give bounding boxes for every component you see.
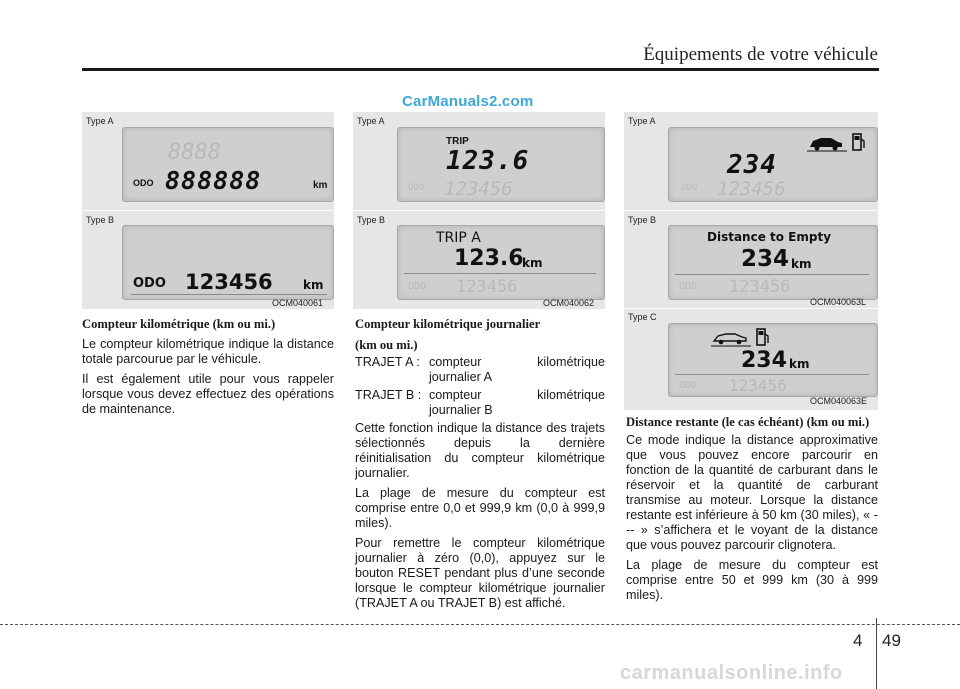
header-rule [82, 68, 879, 71]
unit-km: km [313, 180, 328, 191]
ghost-digits: 123456 [729, 376, 787, 395]
column-odometer-text [82, 316, 334, 422]
dte-title: Distance to Empty [707, 230, 832, 244]
watermark-top: CarManuals2.com [402, 93, 534, 110]
section-heading: Distance restante (le cas échéant) (km ou mi.) [626, 415, 870, 429]
figure-code-e: OCM040063E [810, 396, 868, 406]
section-heading: Compteur kilométrique journalier [355, 317, 541, 331]
car-road-icon [711, 330, 751, 348]
ghost-digits: 123456 [717, 178, 786, 200]
figure-distance-to-empty [624, 112, 878, 410]
definition-trip-a [355, 355, 605, 385]
definition-desc: compteur kilométrique journalier A [429, 355, 605, 384]
figure-code: OCM040062 [543, 298, 595, 308]
definition-term: TRAJET A : [355, 355, 420, 369]
ghost-digits: 8888 [168, 140, 221, 165]
type-a-label: Type A [357, 116, 385, 126]
ghost-digits: 123456 [729, 277, 791, 297]
paragraph: Cette fonction indique la distance des trajets sélectionnés depuis la dernière réinitialisation du compteur kilométrique journalier. [355, 421, 605, 480]
page-header-title: Équipements de votre véhicule [643, 44, 878, 65]
watermark-bottom: carmanualsonline.info [620, 662, 843, 684]
odo-label: ODO [133, 178, 154, 188]
column-dte-text [626, 414, 878, 608]
unit-km: km [791, 257, 812, 271]
figure-odometer [82, 112, 334, 309]
definition-term: TRAJET B : [355, 388, 422, 402]
lcd-odometer-type-a [122, 127, 334, 202]
ghost-odo: ODO [408, 281, 427, 292]
dte-value: 234 [741, 348, 787, 373]
dte-value: 234 [727, 150, 777, 180]
lcd-trip-type-a [397, 127, 605, 202]
unit-km: km [789, 357, 810, 371]
car-road-icon [807, 134, 847, 152]
definition-trip-b [355, 388, 605, 418]
lcd-dte-type-b [668, 225, 878, 300]
column-trip-text [355, 316, 605, 616]
figure-code: OCM040061 [272, 298, 324, 308]
type-a-label: Type A [628, 116, 656, 126]
lcd-dte-type-c [668, 323, 878, 397]
fuel-pump-icon [851, 132, 867, 152]
figure-trip-meter [353, 112, 605, 309]
type-b-label: Type B [357, 215, 386, 225]
lcd-trip-type-b [397, 225, 605, 300]
ghost-digits: 123456 [456, 277, 518, 297]
trip-label: TRIP [446, 136, 469, 147]
type-c-label: Type C [628, 312, 657, 322]
ghost-digits: 123456 [444, 178, 513, 200]
section-heading-line2: (km ou mi.) [355, 338, 418, 352]
unit-km: km [303, 278, 324, 292]
type-a-label: Type A [86, 116, 114, 126]
odometer-digits: 123456 [185, 270, 273, 294]
dte-value: 234 [741, 246, 790, 272]
odometer-digits: 888888 [165, 166, 262, 195]
lcd-dte-type-a [668, 127, 878, 202]
chapter-number: 4 [853, 631, 863, 650]
footer-divider [876, 618, 877, 689]
section-heading: Compteur kilométrique (km ou mi.) [82, 317, 276, 331]
figure-code-l: OCM040063L [810, 297, 867, 307]
paragraph: Pour remettre le compteur kilométrique journalier à zéro (0,0), appuyez sur le bouton RESET pendant plus d’une seconde lorsque le compteur kilométrique journalier (TRAJET A ou TRAJET B) est affiché. [355, 536, 605, 610]
footer-rule [0, 624, 960, 625]
ghost-odo: ODO [408, 183, 425, 193]
fuel-pump-icon [755, 327, 771, 347]
paragraph: Le compteur kilométrique indique la distance totale parcourue par le véhicule. [82, 337, 334, 366]
ghost-odo: ODO [679, 380, 698, 391]
type-b-label: Type B [628, 215, 657, 225]
paragraph: Il est également utile pour vous rappeler lorsque vous devez effectuez des opérations de maintenance. [82, 372, 334, 416]
ghost-odo: ODO [681, 183, 698, 193]
definition-desc: compteur kilométrique journalier B [429, 388, 605, 417]
paragraph: La plage de mesure du compteur est comprise entre 0,0 et 999,9 km (0,0 à 999,9 miles). [355, 486, 605, 530]
odo-label: ODO [133, 276, 166, 291]
trip-value: 123.6 [446, 146, 530, 176]
lcd-odometer-type-b [122, 225, 334, 300]
type-b-label: Type B [86, 215, 115, 225]
page-number: 49 [882, 631, 901, 650]
paragraph: Ce mode indique la distance approximative que vous pouvez encore parcourir en fonction de la quantité de carburant dans le réservoir et la quantité de carburant transmise au moteur. Lorsque la distance restante est inférieure à 50 km (30 miles), « --- » s’affichera et le voyant de la distance que vous pouvez parcourir clignotera. [626, 433, 878, 552]
paragraph: La plage de mesure du compteur est comprise entre 50 et 999 km (30 à 999 miles). [626, 558, 878, 602]
ghost-odo: ODO [679, 281, 698, 292]
unit-km: km [522, 256, 543, 270]
trip-label: TRIP A [436, 230, 481, 246]
trip-value: 123.6 [454, 246, 524, 271]
